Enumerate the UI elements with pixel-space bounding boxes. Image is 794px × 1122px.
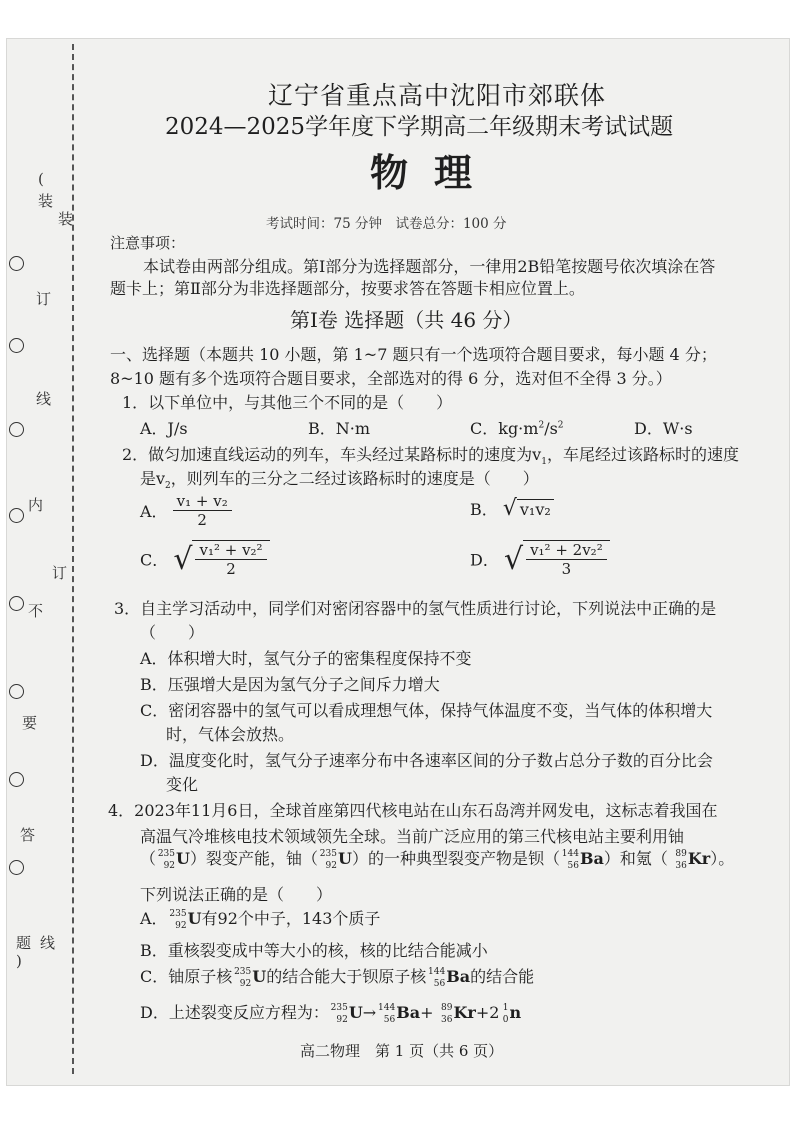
nuclide-u235 [156,849,176,871]
option-text: 有92个中子，143个质子 [201,909,381,928]
margin-char: 线 [40,934,56,952]
question-2-stem [122,442,739,467]
margin-char: 要 [22,714,38,732]
option-label: B． [470,500,498,519]
element-symbol: Ba [446,967,471,986]
question-4-option-b: B．重核裂变成中等大小的核，核的比结合能减小 [140,941,488,960]
element-symbol: n [509,1003,522,1022]
fraction [192,540,269,578]
margin-char: ( [38,170,44,188]
stem-text: ）和氪（ [603,849,668,868]
margin-char: 装 [58,210,74,228]
stem-text: （ [140,849,157,868]
element-symbol: U [187,909,202,928]
option-label: A． [140,502,168,521]
exam-info: 考试时间：75 分钟 试卷总分：100 分 [266,216,507,232]
question-2-option-c [140,540,270,578]
binding-hole [9,508,24,523]
mass-number: 235 [330,1002,348,1013]
margin-char: 线 [36,390,52,408]
mass-number: 144 [561,848,579,859]
stem-text: ）的一种典型裂变产物是钡（ [351,849,560,868]
atomic-number: 92 [325,860,337,871]
margin-char: 不 [28,602,44,620]
denominator: 2 [226,560,236,578]
margin-char: 题 [16,934,32,952]
exam-title-line2: 2024—2025学年度下学期高二年级期末考试试题 [165,114,674,140]
stem-text: ）裂变产能，铀（ [189,849,318,868]
sqrt-icon: √ [502,496,517,521]
atomic-number: 56 [567,860,579,871]
question-3-option-d-cont: 变化 [166,775,199,794]
question-1-option-c [470,416,564,439]
exponent: 2 [538,420,545,431]
question-4-stem: 4．2023年11月6日，全球首座第四代核电站在山东石岛湾并网发电，这标志着我国在 [108,801,718,820]
mass-number: 235 [234,966,252,977]
atomic-number: 56 [383,1014,396,1025]
question-3-option-d: D．温度变化时，氢气分子速率分布中各速率区间的分子数占总分子数的百分比会 [140,751,713,770]
section-instruction: 8~10 题有多个选项符合题目要求，全部选对的得 6 分，选对但不全得 3 分。） [110,369,672,388]
atomic-number: 56 [433,978,446,989]
notice-line: 题卡上；第Ⅱ部分为非选择题部分，按要求答在答题卡相应位置上。 [110,279,585,298]
margin-char: 答 [20,826,36,844]
nuclide-neutron [499,1003,509,1025]
mass-number: 144 [378,1002,396,1013]
atomic-number: 92 [175,920,187,931]
nuclide-ba144 [426,967,446,989]
exponent: 2 [557,420,564,431]
atomic-number: 36 [675,860,687,871]
mass-number: 144 [428,966,446,977]
question-4-stem: 高温气冷堆核电技术领域领先全球。当前广泛应用的第三代核电站主要利用铀 [140,827,685,846]
mass-number: 235 [157,848,176,859]
option-text: D．上述裂变反应方程为： [140,1003,329,1022]
mass-number: 235 [169,908,187,919]
stem-text: ）。 [710,849,735,868]
subscript: 2 [165,481,171,492]
question-2-option-d [470,540,610,578]
option-text: C．铀原子核 [140,967,233,986]
binding-hole [9,256,24,271]
question-1-stem: 1．以下单位中，与其他三个不同的是（ ） [122,393,453,412]
binding-hole [9,772,24,787]
nuclide-ba144 [376,1003,396,1025]
atomic-number: 92 [239,978,252,989]
element-symbol: Ba [396,1003,421,1022]
stem-text: 2．做匀加速直线运动的列车，车头经过某路标时的速度为v [122,445,542,464]
notice-line: 本试卷由两部分组成。第Ⅰ部分为选择题部分，一律用2B铅笔按题号依次填涂在答 [143,257,716,276]
mass-number: 89 [441,1002,453,1013]
margin-char: 订 [52,564,68,582]
question-1-option-a: A．J/s [140,419,188,438]
notice-heading: 注意事项： [110,234,186,252]
element-symbol: U [348,1003,363,1022]
atomic-number: 0 [502,1014,509,1025]
question-3-option-a: A．体积增大时，氢气分子的密集程度保持不变 [140,649,472,668]
mass-number: 235 [319,848,337,859]
binding-hole [9,684,24,699]
binding-hole [9,422,24,437]
question-1-option-d: D．W·s [634,419,693,438]
page-footer: 高二物理 第 1 页（共 6 页） [300,1042,504,1060]
sqrt-icon: √ [503,541,524,577]
option-label: C． [140,550,169,570]
sqrt-icon: √ [173,541,193,577]
margin-char: 装 [38,192,54,210]
element-symbol: U [337,849,352,868]
element-symbol: Ba [579,849,604,868]
element-symbol: U [176,849,190,868]
binding-hole [9,860,24,875]
question-4-option-d [140,1000,521,1025]
atomic-number: 92 [336,1014,348,1025]
nuclide-u235 [318,849,338,871]
margin-char: ) [16,952,22,970]
mass-number: 1 [502,1002,509,1013]
question-3-option-c: C．密闭容器中的氢气可以看成理想气体，保持气体温度不变，当气体的体积增大 [140,701,713,720]
question-4-stem [140,846,734,871]
radicand: v₁v₂ [517,499,554,519]
denominator: 3 [561,560,572,578]
question-3-stem: （ ） [140,623,205,642]
margin-char: 内 [28,496,44,514]
option-text: 的结合能大于钡原子核 [266,967,427,986]
question-4-stem: 下列说法正确的是（ ） [140,885,333,904]
question-1-option-b: B．N·m [308,419,371,438]
question-4-option-c [140,964,534,989]
question-3-option-b: B．压强增大是因为氢气分子之间斥力增大 [140,675,440,694]
nuclide-u235 [329,1003,349,1025]
option-text: 的结合能 [470,967,535,986]
margin-char: 订 [36,290,52,308]
binding-hole [9,596,24,611]
plus-sign: + [420,1003,434,1022]
question-2-stem [140,466,539,491]
element-symbol: U [252,967,267,986]
binding-hole [9,338,24,353]
atomic-number: 92 [163,860,176,871]
option-c-text: /s [544,419,558,438]
nuclide-ba144 [560,849,580,871]
atomic-number: 36 [441,1014,453,1025]
question-3-stem: 3．自主学习活动中，同学们对密闭容器中的氢气性质进行讨论，下列说法中正确的是 [114,599,717,618]
stem-text: 是v [140,469,166,488]
section-instruction: 一、选择题（本题共 10 小题，第 1~7 题只有一个选项符合题目要求，每小题 4 分； [110,345,717,364]
denominator: 2 [197,511,207,529]
reaction-arrow: → [362,1003,377,1022]
nuclide-u235 [168,909,188,931]
coefficient: 2 [489,1003,500,1022]
fraction [523,540,610,578]
subscript: 1 [541,457,547,468]
binding-dashed-line [72,44,74,1074]
element-symbol: Kr [453,1003,476,1022]
numerator: v₁² + v₂² [195,541,266,560]
part1-title: 第Ⅰ卷 选择题（共 46 分） [290,308,523,332]
exam-title-line1: 辽宁省重点高中沈阳市郊联体 [268,81,607,110]
plus-sign: + [475,1003,490,1022]
question-2-option-b [470,496,554,521]
stem-text: ，则列车的三分之二经过该路标时的速度是（ ） [170,469,539,488]
subject-title: 物理 [370,150,499,195]
question-4-option-a [140,906,380,931]
question-3-option-c-cont: 时，气体会放热。 [166,725,295,744]
option-c-text: C．kg·m [470,419,539,438]
question-2-option-a [140,492,232,529]
numerator: v₁² + 2v₂² [526,541,607,560]
nuclide-kr89 [668,849,688,871]
nuclide-u235 [232,967,252,989]
element-symbol: Kr [687,849,711,868]
option-label: A． [140,909,168,928]
option-label: D． [470,550,499,570]
stem-text: ，车尾经过该路标时的速度 [546,445,739,464]
numerator: v₁ + v₂ [173,492,232,511]
mass-number: 89 [675,848,687,859]
nuclide-kr89 [434,1003,454,1025]
fraction [173,492,232,529]
